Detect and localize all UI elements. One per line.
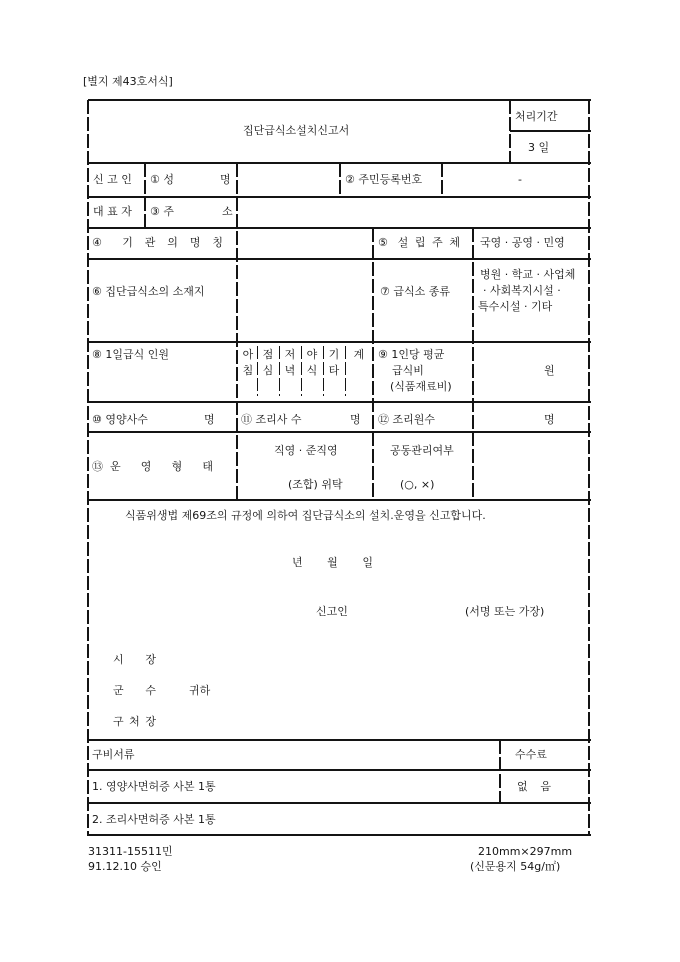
operation-label: 운 영 형 태 [110,460,213,473]
meal-column-bottom: 타 [328,364,340,377]
meal-column-bottom: 침 [242,364,254,377]
meal-column-top: 저 [284,348,296,361]
name-label: ① 성 [150,173,174,186]
form-border-top [88,99,591,101]
column-divider [441,163,443,197]
form-border-right [588,100,590,836]
paper-spec: (신문용지 54g/㎡) [470,860,561,873]
resident-number-value: - [518,173,522,186]
form-border-bottom [88,834,591,836]
row-divider [88,739,591,741]
meal-cost-unit: 원 [544,364,555,377]
facility-type-option: 병원 · 학교 · 사업체 [480,268,576,281]
row-divider [88,802,591,804]
row-divider [88,341,591,343]
form-border-left [87,100,89,836]
form-title: 집단급식소설치신고서 [243,124,350,137]
meal-column-bottom: 심 [262,364,274,377]
meal-column-top: 야 [306,348,318,361]
meal-cost-label: 급식비 [392,364,424,377]
meal-column-top: 계 [353,348,365,361]
paper-size: 210mm×297mm [478,845,573,858]
declaration-statement: 식품위생법 제69조의 규정에 의하여 집단급식소의 설치.운영을 신고합니다. [125,509,486,522]
meal-column-top: 기 [328,348,340,361]
fee-value: 없 음 [517,780,551,793]
processing-period-border [509,100,511,163]
applicant-label: 신 고 인 [93,173,132,186]
meal-column-bottom: 식 [306,364,318,377]
row-divider [88,401,591,403]
recipient-suffix: 귀하 [189,684,211,697]
form-number: 31311-15511민 [88,845,173,858]
form-code: [별지 제43호서식] [83,75,173,88]
recipient-line: 군 수 [113,684,156,697]
meal-column-top: 아 [242,348,254,361]
worker-label: ⑫ 조리원수 [378,413,436,426]
joint-management-options: (○, ×) [400,478,435,491]
facility-type-option: · 사회복지시설 · [483,284,561,297]
processing-period-label: 처리기간 [515,110,558,123]
required-documents-label: 구비서류 [92,748,135,761]
document-item: 1. 영양사면허증 사본 1통 [92,780,216,793]
meal-column-bottom: 녁 [284,364,296,377]
address-label-suffix: 소 [222,205,233,218]
address-label: ③ 주 [150,205,174,218]
founder-options: 국영 · 공영 · 민영 [480,236,565,249]
column-divider [236,163,238,500]
operation-type-line: 직영 · 준직영 [274,444,338,457]
row-divider [88,431,591,433]
dietitian-label: ⑩ 영양사수 [92,413,148,426]
processing-period-divider [510,130,591,132]
institution-name-label: ④ 기 관 의 명 칭 [92,236,223,249]
recipient-line: 시 장 [113,653,156,666]
representative-label: 대 표 자 [93,205,132,218]
operation-type-line: (조합) 위탁 [288,478,343,491]
fee-label: 수수료 [515,748,547,761]
fee-column-divider [499,740,501,803]
operation-number: ⑬ [92,460,103,473]
founder-label: ⑤ 설 립 주 체 [378,236,460,249]
column-divider [339,163,341,197]
row-divider [88,499,591,501]
cook-label: ⑪ 조리사 수 [241,413,302,426]
worker-unit: 명 [544,413,555,426]
joint-management-label: 공동관리여부 [390,444,454,457]
column-divider [144,163,146,228]
meal-cost-label: (식품재료비) [390,380,452,393]
meal-cost-label: ⑨ 1인당 평균 [378,348,445,361]
declaration-applicant-label: 신고인 [316,605,348,618]
row-divider [88,258,591,260]
signature-note: (서명 또는 가장) [465,605,545,618]
approval-date: 91.12.10 승인 [88,860,162,873]
meal-column-top: 점 [262,348,274,361]
location-label: ⑥ 집단급식소의 소재지 [92,285,205,298]
dietitian-unit: 명 [204,413,215,426]
processing-period-value: 3 일 [528,141,550,154]
resident-number-label: ② 주민등록번호 [345,173,423,186]
cook-unit: 명 [350,413,361,426]
daily-meals-label: ⑧ 1일급식 인원 [92,348,169,361]
recipient-line: 구 처 장 [113,715,156,728]
row-divider [88,769,591,771]
column-divider [472,228,474,500]
facility-type-label: ⑦ 급식소 종류 [380,285,450,298]
column-divider [372,228,374,500]
name-label-suffix: 명 [220,173,231,186]
document-item: 2. 조리사면허증 사본 1통 [92,813,216,826]
declaration-date: 년 월 일 [292,556,373,569]
row-divider [88,227,591,229]
facility-type-option: 특수시설 · 기타 [478,300,553,313]
